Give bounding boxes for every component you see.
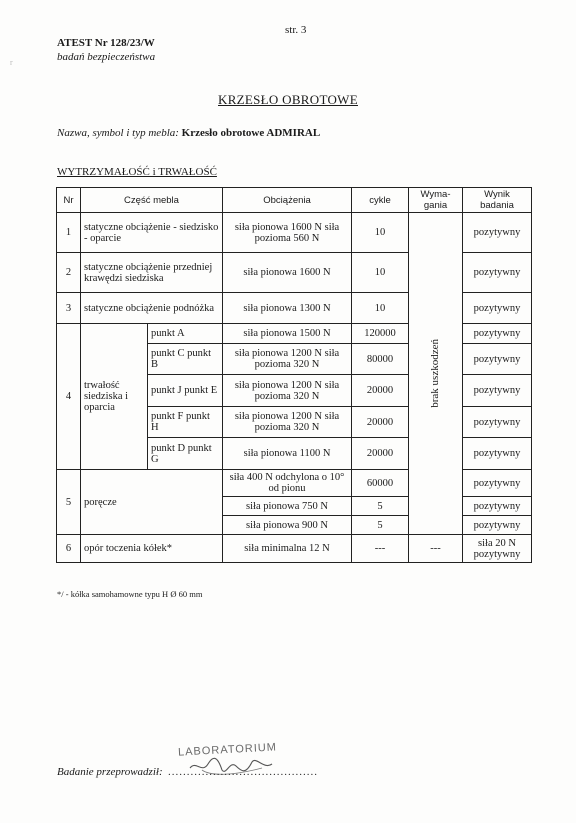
- cell-nr: 6: [57, 535, 81, 563]
- cell-obciazenia: siła pionowa 1200 N siła pozioma 320 N: [223, 344, 352, 375]
- cell-wynik: pozytywny: [463, 213, 532, 253]
- furniture-name-value: Krzesło obrotowe ADMIRAL: [181, 127, 321, 139]
- cell-cykle: 20000: [352, 375, 409, 407]
- cell-czesc: statyczne obciążenie podnóżka: [81, 293, 223, 324]
- header-obciazenia: Obciążenia: [223, 188, 352, 213]
- cell-czesc: trwałość siedziska i oparcia: [81, 324, 148, 470]
- signature-line: ........................................: [168, 766, 318, 778]
- cell-wynik: pozytywny: [463, 375, 532, 407]
- cell-wynik: pozytywny: [463, 470, 532, 497]
- table-header-row: [57, 188, 532, 213]
- cell-wynik: pozytywny: [463, 407, 532, 438]
- cell-punkt: punkt D punkt G: [148, 438, 223, 470]
- cell-cykle: 20000: [352, 407, 409, 438]
- cell-punkt: punkt J punkt E: [148, 375, 223, 407]
- header-cykle: cykle: [352, 188, 409, 213]
- cell-cykle: 10: [352, 253, 409, 293]
- cell-wynik: pozytywny: [463, 438, 532, 470]
- cell-obciazenia: siła pionowa 1200 N siła pozioma 320 N: [223, 407, 352, 438]
- cell-punkt: punkt A: [148, 324, 223, 344]
- cell-obciazenia: siła pionowa 1500 N: [223, 324, 352, 344]
- wymagania-text: brak uszkodzeń: [429, 339, 442, 408]
- cell-nr: 2: [57, 253, 81, 293]
- header-nr: Nr: [57, 188, 81, 213]
- test-results-table: [56, 187, 532, 563]
- header-wynik: Wynik badania: [463, 188, 532, 213]
- furniture-name-line: [57, 127, 320, 139]
- cell-obciazenia: siła pionowa 1200 N siła pozioma 320 N: [223, 375, 352, 407]
- cell-czesc: statyczne obciążenie przedniej krawędzi siedziska: [81, 253, 223, 293]
- document-title: KRZESŁO OBROTOWE: [218, 92, 358, 107]
- cell-wynik: pozytywny: [463, 497, 532, 516]
- header-wymagania: Wyma-gania: [409, 188, 463, 213]
- furniture-name-label: Nazwa, symbol i typ mebla:: [57, 127, 179, 139]
- cell-obciazenia: siła minimalna 12 N: [223, 535, 352, 563]
- cell-wynik: pozytywny: [463, 324, 532, 344]
- cell-nr: 1: [57, 213, 81, 253]
- cell-obciazenia: siła pionowa 1600 N: [223, 253, 352, 293]
- cell-obciazenia: siła pionowa 1300 N: [223, 293, 352, 324]
- cell-wynik: pozytywny: [463, 516, 532, 535]
- cell-nr: 4: [57, 324, 81, 470]
- cell-nr: 3: [57, 293, 81, 324]
- cell-wynik: pozytywny: [463, 293, 532, 324]
- cell-wynik: pozytywny: [463, 344, 532, 375]
- cell-cykle: 20000: [352, 438, 409, 470]
- atest-number: ATEST Nr 128/23/W: [57, 37, 155, 49]
- cell-czesc: opór toczenia kółek*: [81, 535, 223, 563]
- cell-wymagania: ---: [409, 535, 463, 563]
- cell-punkt: punkt F punkt H: [148, 407, 223, 438]
- table-row: [57, 535, 532, 563]
- table-row: [57, 213, 532, 253]
- cell-wymagania-merged: [409, 213, 463, 535]
- atest-subtitle: badań bezpieczeństwa: [57, 51, 156, 63]
- cell-cykle: 120000: [352, 324, 409, 344]
- page-number: str. 3: [285, 24, 307, 36]
- cell-cykle: 5: [352, 516, 409, 535]
- cell-cykle: 10: [352, 293, 409, 324]
- cell-wynik: pozytywny: [463, 253, 532, 293]
- cell-czesc: statyczne obciążenie - siedzisko - oparcie: [81, 213, 223, 253]
- header-czesc: Część mebla: [81, 188, 223, 213]
- cell-cykle: 10: [352, 213, 409, 253]
- cell-cykle: 80000: [352, 344, 409, 375]
- laboratory-stamp: LABORATORIUM: [177, 741, 278, 759]
- cell-punkt: punkt C punkt B: [148, 344, 223, 375]
- cell-czesc: poręcze: [81, 470, 223, 535]
- cell-nr: 5: [57, 470, 81, 535]
- section-title: WYTRZYMAŁOŚĆ i TRWAŁOŚĆ: [57, 166, 217, 178]
- cell-obciazenia: siła pionowa 900 N: [223, 516, 352, 535]
- footnote: */ - kółka samohamowne typu H Ø 60 mm: [57, 589, 203, 599]
- margin-mark: r: [10, 58, 13, 67]
- cell-cykle: ---: [352, 535, 409, 563]
- cell-obciazenia: siła pionowa 1600 N siła pozioma 560 N: [223, 213, 352, 253]
- cell-cykle: 5: [352, 497, 409, 516]
- cell-obciazenia: siła 400 N odchylona o 10° od pionu: [223, 470, 352, 497]
- signature-label: Badanie przeprowadził:: [57, 766, 163, 778]
- cell-wynik: siła 20 N pozytywny: [463, 535, 532, 563]
- cell-cykle: 60000: [352, 470, 409, 497]
- cell-obciazenia: siła pionowa 1100 N: [223, 438, 352, 470]
- cell-obciazenia: siła pionowa 750 N: [223, 497, 352, 516]
